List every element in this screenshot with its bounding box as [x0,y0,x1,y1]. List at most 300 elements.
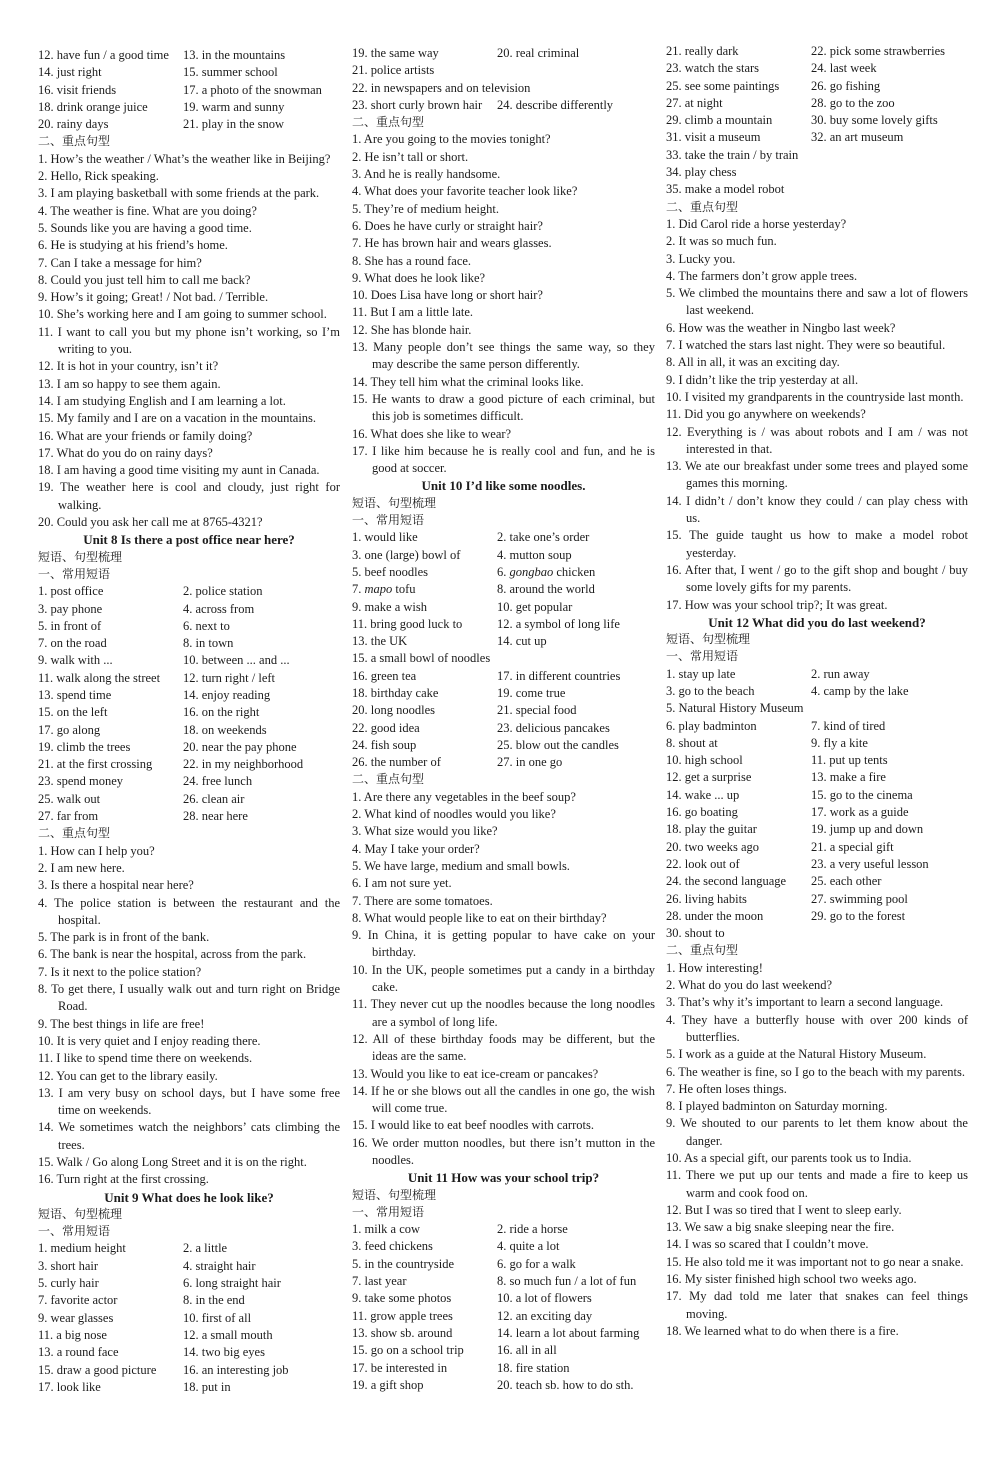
phrase-item: 3. pay phone [38,601,103,616]
phrase-item: 25. see some paintings [666,78,780,93]
sentence-item: 7. There are some tomatoes. [352,893,493,908]
phrase-item: 13. make a fire [811,770,886,785]
section-heading: 二、重点句型 [352,772,425,787]
sentence-item: 11. Did you go anywhere on weekends? [666,407,866,422]
phrase-row [352,581,655,598]
sentence-item: 2. What do you do last weekend? [666,978,833,993]
phrase-item: 22. look out of [666,856,740,871]
phrase-item: 2. run away [811,666,870,681]
phrase-item: 26. living habits [666,891,747,906]
section-heading: 一、常用短语 [666,649,739,664]
phrase-item: 15. summer school [183,65,278,80]
sentence-item: 7. Can I take a message for him? [38,255,202,270]
phrase-item: 12. a symbol of long life [497,616,620,631]
phrase-item: 22. pick some strawberries [811,44,945,58]
answer-column-right [666,43,968,1340]
sentence-item: 8. Could you just tell him to call me back? [38,272,251,287]
sentence-item: 7. Is it next to the police station? [38,964,202,979]
phrase-row [666,666,968,683]
sentence-item: 3. What size would you like? [352,824,498,839]
section-heading: 二、重点句型 [666,943,739,958]
phrase-row [38,82,340,99]
phrase-item: 16. green tea [352,668,417,683]
section-heading: 二、重点句型 [666,199,739,214]
phrase-item: 13. spend time [38,687,112,702]
phrase-item: 27. at night [666,95,723,110]
phrase-item: 16. all in all [497,1343,557,1358]
subsection-heading: 短语、句型梳理 [352,495,437,510]
sentence-item: 3. I am playing basketball with some friends at the park. [38,186,320,201]
phrase-item: 1. post office [38,584,104,599]
sentence-item: 16. My sister finished high school two weeks ago. [666,1272,917,1287]
italic-term: gongbao [509,564,554,579]
phrase-item: 1. medium height [38,1241,126,1256]
answer-column-middle [352,45,655,1394]
phrase-item: 10. between ... and ... [183,653,290,668]
sentence-item: 10. I visited my grandparents in the countryside last month. [666,389,964,404]
phrase-item: 19. the same way [352,46,439,60]
sentence-item: 4. They have a butterfly house with over 200 kinds of butterflies. [666,1012,968,1044]
phrase-item: 1. milk a cow [352,1222,421,1237]
sentence-item: 16. We order mutton noodles, but there isn’t mutton in the noodles. [352,1135,655,1167]
sentence-item: 2. It was so much fun. [666,234,777,249]
sentence-item: 2. What kind of noodles would you like? [352,807,556,822]
phrase-row [352,737,655,754]
phrase-row [38,704,340,721]
phrase-row [666,873,968,890]
phrase-item: 7. on the road [38,636,107,651]
subsection-heading: 短语、句型梳理 [38,549,123,564]
sentence-item: 9. I didn’t like the trip yesterday at all. [666,372,859,387]
phrase-row [38,1344,340,1361]
phrase-item: 13. a round face [38,1345,119,1360]
section-heading: 一、常用短语 [352,1204,425,1219]
phrase-item: 10. get popular [497,599,573,614]
sentence-item: 1. Are you going to the movies tonight? [352,132,551,147]
sentence-item: 12. Everything is / was about robots and I am / was not interested in that. [666,424,968,456]
sentence-item: 13. Would you like to eat ice-cream or pancakes? [352,1066,599,1081]
phrase-row [666,78,968,95]
phrase-item: 10. high school [666,753,743,768]
sentence-item: 16. Turn right at the first crossing. [38,1172,209,1187]
phrase-item: 9. take some photos [352,1291,452,1306]
phrase-row [352,599,655,616]
answer-column-left [38,47,340,1396]
phrase-row [352,1273,655,1290]
phrase-item: 4. camp by the lake [811,683,909,698]
phrase-item: 24. describe differently [497,97,614,112]
phrase-row [352,45,655,62]
phrase-item: 14. wake ... up [666,787,740,802]
phrase-item: 26. go fishing [811,78,881,93]
sentence-item: 15. My family and I are on a vacation in the mountains. [38,411,317,426]
phrase-item: 2. police station [183,584,263,599]
phrase-item: 19. a gift shop [352,1377,424,1392]
phrase-item: 22. good idea [352,720,420,735]
phrase-item: 5. curly hair [38,1276,99,1291]
phrase-row [352,1238,655,1255]
phrase-row [666,112,968,129]
phrase-row [352,702,655,719]
phrase-row [666,804,968,821]
sentence-item: 3. And he is really handsome. [352,167,501,182]
phrase-item: 18. play the guitar [666,822,757,837]
sentence-item: 14. If he or she blows out all the candles in one go, the wish will come true. [352,1083,655,1116]
phrase-item: 3. one (large) bowl of [352,547,461,562]
phrase-row [38,64,340,81]
sentence-item: 10. Does Lisa have long or short hair? [352,288,543,303]
phrase-item: 10. a lot of flowers [497,1291,592,1306]
sentence-item: 9. In China, it is getting popular to have cake on your birthday. [352,928,655,960]
phrase-item: 18. drink orange juice [38,99,148,114]
sentence-item: 13. Many people don’t see things the same way, so they may describe the same person differently. [352,340,655,372]
phrase-item: 18. put in [183,1379,231,1394]
section-heading: 二、重点句型 [352,115,425,130]
sentence-item: 11. I like to spend time there on weekends. [38,1051,253,1066]
sentence-item: 18. We learned what to do when there is a fire. [666,1323,899,1338]
phrase-item: 2. take one’s order [497,530,590,545]
sentence-item: 4. May I take your order? [352,841,480,856]
phrase-item: 24. fish soup [352,737,417,752]
phrase-row [666,95,968,112]
phrase-row [38,1240,340,1257]
sentence-item: 5. We have large, medium and small bowls. [352,858,570,873]
sentence-item: 14. They tell him what the criminal looks like. [352,374,584,389]
section-heading: 二、重点句型 [38,134,111,149]
phrase-item: 10. first of all [183,1310,252,1325]
phrase-row [38,773,340,790]
phrase-row [352,547,655,564]
sentence-item: 4. The farmers don’t grow apple trees. [666,268,858,283]
sentence-item: 8. To get there, I usually walk out and turn right on Bridge Road. [38,982,340,1014]
phrase-row [38,808,340,825]
phrase-item: 29. go to the forest [811,908,906,923]
sentence-item: 2. I am new here. [38,860,125,875]
phrase-item: 25. walk out [38,791,101,806]
sentence-item: 6. He is studying at his friend’s home. [38,238,228,253]
phrase-item: 11. grow apple trees [352,1308,453,1323]
phrase-item: 4. across from [183,601,255,616]
sentence-item: 1. How interesting! [666,960,763,975]
phrase-item: 8. so much fun / a lot of fun [497,1274,637,1289]
phrase-item: 27. far from [38,809,99,824]
sentence-item: 5. They’re of medium height. [352,201,499,216]
subsection-heading: 短语、句型梳理 [352,1187,437,1202]
phrase-item: 19. warm and sunny [183,99,285,114]
sentence-item: 4. The police station is between the restaurant and the hospital. [38,895,340,927]
phrase-item: 21. special food [497,703,577,718]
phrase-row [38,652,340,669]
phrase-row [666,752,968,769]
phrase-item: 6. long straight hair [183,1276,281,1291]
phrase-item: 12. a small mouth [183,1327,273,1342]
subsection-heading: 短语、句型梳理 [38,1206,123,1221]
phrase-item: 11. bring good luck to [352,616,463,631]
sentence-item: 5. Sounds like you are having a good time. [38,220,252,235]
phrase-item: 14. two big eyes [183,1345,265,1360]
sentence-item: 12. You can get to the library easily. [38,1068,218,1083]
sentence-item: 11. I want to call you but my phone isn’t working, so I’m writing to you. [38,324,340,357]
phrase-row [352,97,655,114]
phrase-item: 25. each other [811,874,882,889]
sentence-item: 8. I played badminton on Saturday morning. [666,1099,888,1114]
sentence-item: 11. There we put up our tents and made a fire to keep us warm and cook food on. [666,1168,968,1200]
phrase-item: 22. in my neighborhood [183,757,304,772]
phrase-item: 27. swimming pool [811,891,908,906]
phrase-row [352,668,655,685]
phrase-item: 9. wear glasses [38,1310,114,1325]
sentence-item: 4. The weather is fine. What are you doing? [38,203,257,218]
phrase-item: 20. near the pay phone [183,739,297,754]
phrase-row [38,601,340,618]
sentence-item: 15. The guide taught us how to make a model robot yesterday. [666,528,968,560]
phrase-row [38,1327,340,1344]
phrase-item: 2. a little [183,1241,228,1256]
phrase-item: 11. walk along the street [38,670,161,685]
sentence-item: 1. Are there any vegetables in the beef soup? [352,789,576,804]
phrase-row [666,891,968,908]
sentence-item: 6. I am not sure yet. [352,876,452,891]
text-segment: chicken [553,564,596,579]
sentence-item: 12. All of these birthday foods may be different, but the ideas are the same. [352,1031,655,1064]
phrase-item: 12. get a surprise [666,770,752,785]
phrase-item: 19. jump up and down [811,822,924,837]
sentence-item: 14. I was so scared that I couldn’t move. [666,1237,869,1252]
phrase-item: 3. short hair [38,1258,99,1273]
phrase-item: 17. go along [38,722,101,737]
phrase-item: 6. next to [183,618,230,633]
phrase-row [352,1221,655,1238]
phrase-row [38,99,340,116]
phrase-row [352,685,655,702]
phrase-item: 20. teach sb. how to do sth. [497,1377,634,1392]
phrase-item: 24. the second language [666,874,787,889]
phrase-item: 14. cut up [497,634,547,649]
phrase-row [352,1256,655,1273]
phrase-row [666,839,968,856]
sentence-item: 10. It is very quiet and I enjoy reading there. [38,1033,261,1048]
phrase-item: 13. in the mountains [183,48,286,62]
phrase-row [666,60,968,77]
sentence-item: 6. How was the weather in Ningbo last week? [666,320,896,335]
sentence-item: 9. What does he look like? [352,270,486,285]
sentence-item: 20. Could you ask her call me at 8765-4321? [38,515,263,530]
phrase-row [352,1360,655,1377]
sentence-item: 12. But I was so tired that I went to sleep early. [666,1202,902,1217]
phrase-row [352,529,655,546]
phrase-item: 30. shout to [666,926,725,941]
phrase-item: 15. a small bowl of noodles [352,651,491,666]
phrase-item: 9. fly a kite [811,735,868,750]
phrase-item: 28. go to the zoo [811,95,895,110]
sentence-item: 6. Does he have curly or straight hair? [352,218,543,233]
phrase-item: 21. a special gift [811,839,894,854]
phrase-row [666,735,968,752]
phrase-item: 4. mutton soup [497,547,572,562]
sentence-item: 8. She has a round face. [352,253,472,268]
phrase-item: 14. enjoy reading [183,687,271,702]
phrase-item: 8. in the end [183,1293,245,1308]
phrase-item: 9. make a wish [352,599,427,614]
phrase-item: 22. in newspapers and on television [352,80,531,95]
sentence-item: 14. I didn’t / don’t know they could / can play chess with us. [666,493,968,526]
phrase-item: 11. a big nose [38,1327,107,1342]
phrase-item: 7. favorite actor [38,1293,118,1308]
phrase-item: 11. put up tents [811,753,888,768]
phrase-item: 20. two weeks ago [666,839,760,854]
phrase-row [666,43,968,60]
sentence-item: 8. What would people like to eat on their birthday? [352,910,607,925]
phrase-item: 20. long noodles [352,703,435,718]
sentence-item: 9. We shouted to our parents to let them know about the danger. [666,1116,968,1148]
phrase-item: 4. quite a lot [497,1239,560,1254]
phrase-item [497,564,655,581]
phrase-row [38,670,340,687]
phrase-item: 16. on the right [183,705,260,720]
phrase-item: 7. last year [352,1274,407,1289]
phrase-row [38,1362,340,1379]
sentence-item: 3. Is there a hospital near here? [38,878,194,893]
phrase-item: 8. shout at [666,735,718,750]
phrase-item: 32. an art museum [811,130,904,145]
sentence-item: 7. He often loses things. [666,1081,787,1096]
phrase-row [666,787,968,804]
phrase-item: 7. kind of tired [811,718,886,733]
sentence-item: 13. I am so happy to see them again. [38,376,221,391]
sentence-item: 7. He has brown hair and wears glasses. [352,236,552,251]
phrase-row [666,908,968,925]
sentence-item: 14. We sometimes watch the neighbors’ cats climbing the trees. [38,1120,340,1152]
phrase-item: 24. last week [811,61,877,76]
phrase-item: 13. show sb. around [352,1325,453,1340]
phrase-item: 20. rainy days [38,117,109,132]
phrase-item: 6. play badminton [666,718,757,733]
phrase-row [38,1310,340,1327]
sentence-item: 10. As a special gift, our parents took us to India. [666,1151,912,1165]
sentence-item: 6. The bank is near the hospital, across from the park. [38,947,307,962]
phrase-row [38,47,340,64]
phrase-row [352,754,655,771]
phrase-item: 12. turn right / left [183,670,275,685]
phrase-row [38,739,340,756]
sentence-item: 2. He isn’t tall or short. [352,149,469,164]
phrase-item: 2. ride a horse [497,1222,568,1237]
phrase-item: 34. play chess [666,165,737,180]
phrase-item: 4. straight hair [183,1258,256,1273]
phrase-item: 29. climb a mountain [666,113,773,128]
phrase-row [666,769,968,786]
subsection-heading: 短语、句型梳理 [666,632,751,647]
phrase-item: 16. an interesting job [183,1362,289,1377]
unit-title: Unit 11 How was your school trip? [407,1170,600,1186]
phrase-item: 17. be interested in [352,1360,448,1375]
phrase-item: 19. come true [497,685,566,700]
phrase-item: 1. stay up late [666,666,736,681]
sentence-item: 3. Lucky you. [666,251,736,266]
phrase-item: 17. in different countries [497,668,621,683]
phrase-item: 3. feed chickens [352,1239,433,1254]
phrase-item: 13. the UK [352,634,408,649]
phrase-item: 5. beef noodles [352,564,429,579]
phrase-item: 23. a very useful lesson [811,856,929,871]
phrase-row [38,1292,340,1309]
sentence-item: 12. It is hot in your country, isn’t it? [38,359,219,374]
phrase-row [666,718,968,735]
phrase-item: 28. near here [183,809,248,824]
phrase-item: 15. go to the cinema [811,787,913,802]
sentence-item: 16. After that, I went / go to the gift shop and bought / buy some lovely gifts for my parents. [666,562,968,595]
phrase-row [352,564,655,581]
phrase-item: 35. make a model robot [666,182,785,197]
unit-title: Unit 12 What did you do last weekend? [708,614,926,630]
sentence-item: 10. In the UK, people sometimes put a candy in a birthday cake. [352,962,655,995]
phrase-item: 23. watch the stars [666,61,760,76]
phrase-row [38,116,340,133]
section-heading: 一、常用短语 [38,1224,111,1239]
phrase-item: 23. short curly brown hair [352,97,483,112]
sentence-item: 15. He also told me it was important not to go near a snake. [666,1254,964,1269]
phrase-item: 33. take the train / by train [666,147,799,162]
sentence-item: 13. I am very busy on school days, but I have some free time on weekends. [38,1085,340,1118]
phrase-item: 19. climb the trees [38,739,131,754]
sentence-item: 7. I watched the stars last night. They were so beautiful. [666,338,946,353]
sentence-item: 1. Did Carol ride a horse yesterday? [666,216,847,231]
phrase-item: 15. draw a good picture [38,1362,157,1377]
sentence-item: 9. How’s it going; Great! / Not bad. / Terrible. [38,290,269,305]
phrase-row [352,616,655,633]
phrase-row [352,720,655,737]
phrase-row [38,635,340,652]
sentence-item: 16. What does she like to wear? [352,426,512,441]
sentence-item: 5. I work as a guide at the Natural History Museum. [666,1047,927,1062]
sentence-item: 13. We saw a big snake sleeping near the fire. [666,1220,895,1235]
text-segment: tofu [392,582,416,597]
phrase-row [38,722,340,739]
sentence-item: 18. I am having a good time visiting my aunt in Canada. [38,463,320,478]
phrase-row [38,1258,340,1275]
sentence-item: 19. The weather here is cool and cloudy, just right for walking. [38,480,340,512]
phrase-row [352,1377,655,1394]
sentence-item: 11. But I am a little late. [352,305,474,320]
phrase-row [352,1290,655,1307]
sentence-item: 1. How can I help you? [38,843,155,858]
sentence-item: 16. What are your friends or family doing? [38,428,253,443]
sentence-item: 6. The weather is fine, so I go to the beach with my parents. [666,1064,965,1079]
section-heading: 二、重点句型 [38,826,111,841]
phrase-item: 28. under the moon [666,908,764,923]
phrase-row [38,756,340,773]
sentence-item: 5. We climbed the mountains there and saw a lot of flowers last weekend. [666,286,968,318]
phrase-row [352,1308,655,1325]
phrase-item: 15. go on a school trip [352,1343,464,1358]
sentence-item: 17. What do you do on rainy days? [38,445,213,460]
phrase-item: 12. an exciting day [497,1308,593,1323]
phrase-item: 18. birthday cake [352,685,439,700]
phrase-row [38,1275,340,1292]
phrase-item: 3. go to the beach [666,683,755,698]
phrase-item: 14. just right [38,65,102,80]
sentence-item: 12. She has blonde hair. [352,322,472,337]
phrase-item: 20. real criminal [497,46,580,60]
phrase-item: 26. the number of [352,755,441,770]
text-segment: 7. [352,582,365,597]
phrase-item: 9. walk with ... [38,653,113,668]
phrase-item: 18. fire station [497,1360,570,1375]
phrase-row [38,687,340,704]
phrase-item: 8. around the world [497,582,595,597]
phrase-item: 5. in the countryside [352,1256,455,1271]
phrase-item: 23. spend money [38,774,124,789]
